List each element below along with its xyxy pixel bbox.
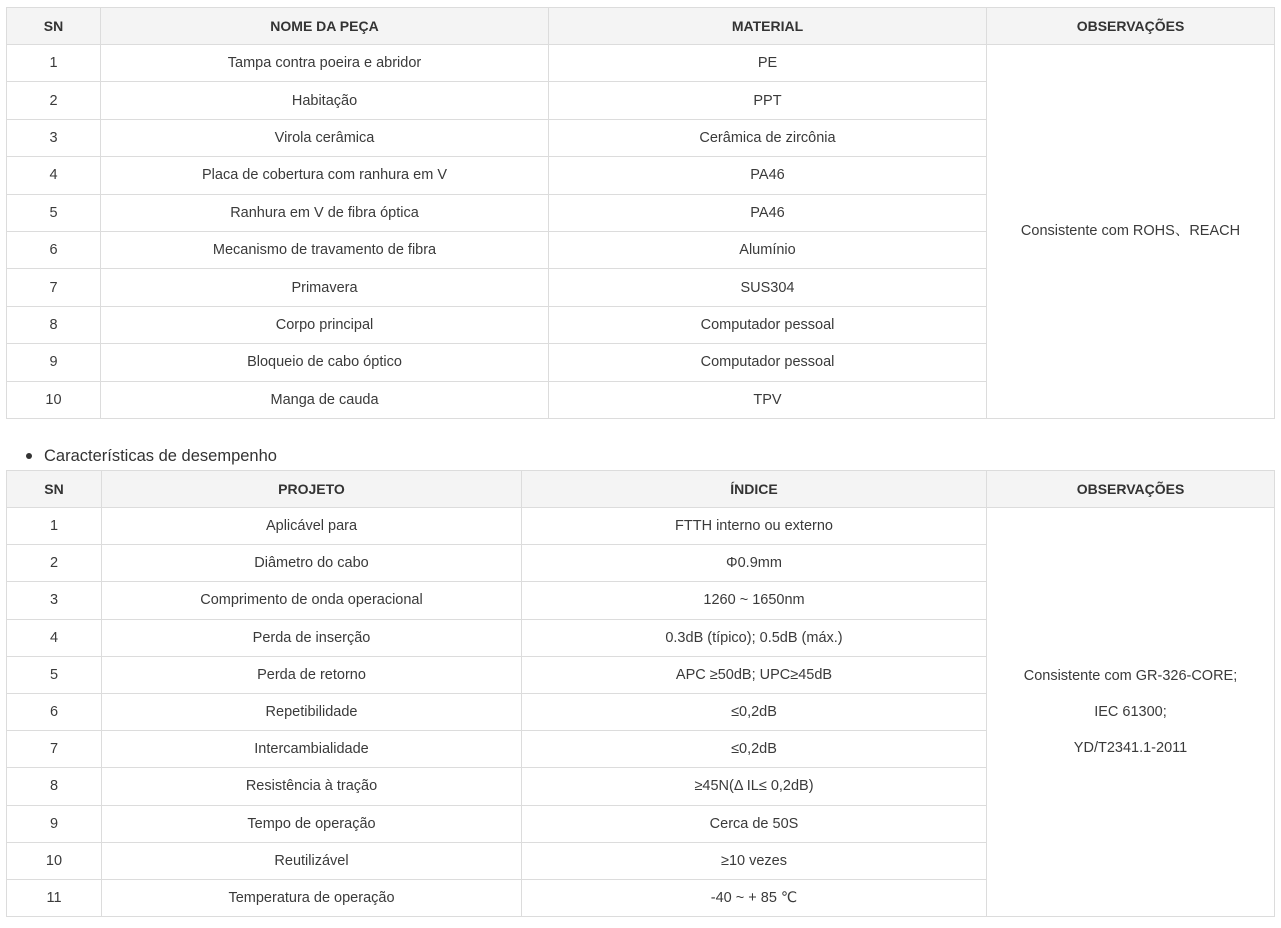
header-observations: OBSERVAÇÕES: [987, 471, 1275, 508]
cell-project: Repetibilidade: [102, 693, 522, 730]
materials-table: [6, 7, 1275, 419]
cell-sn: 4: [7, 619, 102, 656]
observation-line: IEC 61300;: [1094, 704, 1167, 721]
cell-sn: 10: [7, 842, 102, 879]
cell-project: Perda de retorno: [102, 656, 522, 693]
cell-project: Aplicável para: [102, 508, 522, 545]
header-sn: SN: [7, 471, 102, 508]
cell-index: -40 ~ + 85 ℃: [522, 879, 987, 916]
header-index: ÍNDICE: [522, 471, 987, 508]
cell-sn: 7: [7, 731, 102, 768]
cell-sn: 3: [7, 582, 102, 619]
cell-material: PA46: [549, 157, 987, 194]
cell-sn: 2: [7, 545, 102, 582]
cell-index: ≥10 vezes: [522, 842, 987, 879]
bullet-icon: [26, 453, 32, 459]
cell-material: Computador pessoal: [549, 344, 987, 381]
cell-part-name: Habitação: [101, 82, 549, 119]
cell-sn: 8: [7, 768, 102, 805]
cell-index: Cerca de 50S: [522, 805, 987, 842]
cell-sn: 9: [7, 805, 102, 842]
cell-project: Temperatura de operação: [102, 879, 522, 916]
cell-index: ≤0,2dB: [522, 731, 987, 768]
cell-index: 0.3dB (típico); 0.5dB (máx.): [522, 619, 987, 656]
observation-line: Consistente com GR-326-CORE;: [1023, 668, 1238, 685]
cell-part-name: Manga de cauda: [101, 381, 549, 418]
cell-index: FTTH interno ou externo: [522, 508, 987, 545]
cell-part-name: Mecanismo de travamento de fibra: [101, 231, 549, 268]
cell-index: Φ0.9mm: [522, 545, 987, 582]
cell-observation: [987, 508, 1275, 917]
cell-sn: 6: [7, 693, 102, 730]
cell-sn: 8: [7, 306, 101, 343]
cell-sn: 4: [7, 157, 101, 194]
cell-part-name: Primavera: [101, 269, 549, 306]
cell-part-name: Placa de cobertura com ranhura em V: [101, 157, 549, 194]
cell-project: Diâmetro do cabo: [102, 545, 522, 582]
cell-project: Perda de inserção: [102, 619, 522, 656]
cell-project: Tempo de operação: [102, 805, 522, 842]
cell-sn: 3: [7, 119, 101, 156]
cell-sn: 5: [7, 656, 102, 693]
cell-sn: 10: [7, 381, 101, 418]
cell-part-name: Tampa contra poeira e abridor: [101, 45, 549, 82]
cell-sn: 11: [7, 879, 102, 916]
performance-table: [6, 470, 1275, 917]
performance-header-row: [7, 471, 1275, 508]
cell-project: Resistência à tração: [102, 768, 522, 805]
section-heading: [26, 444, 277, 468]
cell-sn: 7: [7, 269, 101, 306]
cell-index: ≤0,2dB: [522, 693, 987, 730]
cell-index: 1260 ~ 1650nm: [522, 582, 987, 619]
cell-project: Comprimento de onda operacional: [102, 582, 522, 619]
header-project: PROJETO: [102, 471, 522, 508]
cell-part-name: Corpo principal: [101, 306, 549, 343]
cell-project: Reutilizável: [102, 842, 522, 879]
cell-part-name: Ranhura em V de fibra óptica: [101, 194, 549, 231]
table-row: [7, 508, 1275, 545]
cell-observation: Consistente com ROHS、REACH: [987, 45, 1275, 419]
cell-material: TPV: [549, 381, 987, 418]
cell-sn: 2: [7, 82, 101, 119]
cell-sn: 1: [7, 45, 101, 82]
cell-material: Alumínio: [549, 231, 987, 268]
cell-index: APC ≥50dB; UPC≥45dB: [522, 656, 987, 693]
cell-sn: 6: [7, 231, 101, 268]
section-heading-text: Características de desempenho: [44, 446, 277, 465]
cell-project: Intercambialidade: [102, 731, 522, 768]
cell-part-name: Virola cerâmica: [101, 119, 549, 156]
cell-sn: 5: [7, 194, 101, 231]
header-material: MATERIAL: [549, 8, 987, 45]
table-row: [7, 45, 1275, 82]
cell-material: Cerâmica de zircônia: [549, 119, 987, 156]
cell-material: Computador pessoal: [549, 306, 987, 343]
cell-index: ≥45N(Δ IL≤ 0,2dB): [522, 768, 987, 805]
header-sn: SN: [7, 8, 101, 45]
header-part-name: NOME DA PEÇA: [101, 8, 549, 45]
header-observations: OBSERVAÇÕES: [987, 8, 1275, 45]
cell-material: PPT: [549, 82, 987, 119]
cell-material: SUS304: [549, 269, 987, 306]
cell-sn: 1: [7, 508, 102, 545]
cell-part-name: Bloqueio de cabo óptico: [101, 344, 549, 381]
cell-material: PA46: [549, 194, 987, 231]
observation-line: YD/T2341.1-2011: [1073, 740, 1188, 757]
cell-material: PE: [549, 45, 987, 82]
materials-header-row: [7, 8, 1275, 45]
cell-sn: 9: [7, 344, 101, 381]
